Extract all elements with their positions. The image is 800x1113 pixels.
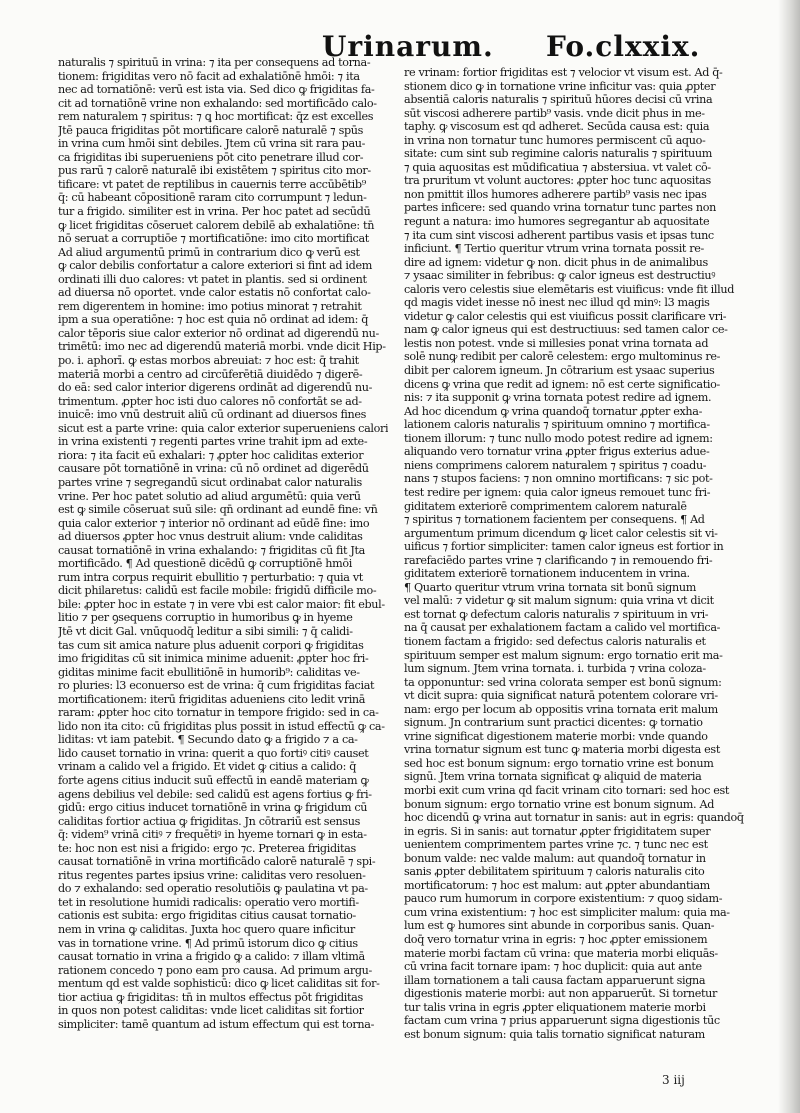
text-line: caliditas fortior actiua ꝙ frigiditas. Jn cōtrariū est sensus — [58, 814, 360, 828]
text-line: partes vrine ⁊ segregandū sicut ordinabat calor naturalis — [58, 475, 362, 489]
text-line: dire ad ignem: videtur ꝙ non. dicit phus in de animalibus — [404, 255, 708, 269]
text-line: tet in resolutione humidi radicalis: operatio vero mortifi- — [58, 895, 359, 909]
text-line: vt dicit supra: quia significat naturā potentem colorare vri- — [404, 689, 718, 703]
text-line: pus rarū ⁊ calorē naturalē ibi existētem ⁊ spiritus cito mor- — [58, 164, 371, 178]
text-line: tas cum sit amica nature plus aduenit corpori ꝙ frigiditas — [58, 638, 364, 652]
text-line: giditas minime facit ebullitiōnē in humorib⁹: caliditas ve- — [58, 665, 360, 679]
text-line: pauco rum humorum in corpore existentium: ⁊ quoꝯ sidam- — [404, 892, 723, 906]
text-line: uenientem comprimentem partes vrine ⁊c. ⁊ tunc nec est — [404, 838, 708, 852]
text-line: lum signum. Jtem vrina tornata. i. turbida ⁊ vrina coloza- — [404, 662, 706, 676]
text-line: nō seruat a corruptiōe ⁊ mortificatiōne: imo cito mortificat — [58, 232, 369, 246]
text-line: sicut est a parte vrine: quia calor exterior superueniens calori — [58, 421, 388, 435]
text-line: lum est ꝙ humores sint abunde in corporibus sanis. Quan- — [404, 919, 715, 933]
text-line: nans ⁊ stupos faciens: ⁊ non omnino mortificans: ⁊ sic pot- — [404, 472, 713, 486]
text-line: spirituum semper est malum signum: ergo tornatio erit ma- — [404, 648, 723, 662]
text-line: materie morbi factam cū vrina: que materia morbi eliquās- — [404, 946, 718, 960]
text-line: uificus ⁊ fortior simpliciter: tamen calor igneus est fortior in — [404, 540, 724, 554]
text-line: ꝙ calor debilis confortatur a calore exteriori si fint ad idem — [58, 259, 372, 273]
text-line: q̄: cū habeant cōpositionē raram cito corrumpunt ⁊ ledun- — [58, 191, 367, 205]
page-edge-shadow — [778, 0, 800, 1113]
text-line: giditatem exteriorē tornationem inducentem in vrina. — [404, 567, 690, 581]
text-line: po. i. aphorī. ꝙ estas morbos abreuiat: ⁊ hoc est: q̄ trahit — [58, 354, 359, 368]
text-line: rationem concedo ⁊ pono eam pro causa. Ad primum argu- — [58, 963, 372, 977]
text-line: rem naturalem ⁊ spiritus: ⁊ ꝗ hoc mortificat: q̄z est excelles — [58, 110, 374, 124]
text-line: mortificatorum: ⁊ hoc est malum: aut ꝓpter abundantiam — [404, 878, 710, 892]
text-line: causat tornatiōnē in vrina mortificādo calorē naturalē ⁊ spi- — [58, 855, 376, 869]
text-line: nam: ergo per locum ab oppositis vrina tornata erit malum — [404, 702, 718, 716]
text-line: imo frigiditas cū sit inimica minime aduenit: ꝓpter hoc fri- — [58, 652, 369, 666]
text-line: solē nunꝙ redibit per calorē celestem: ergo multominus re- — [404, 350, 721, 364]
text-line: bile: ꝓpter hoc in estate ⁊ in vere vbi est calor maior: fit ebul- — [58, 597, 385, 611]
text-line: sed hoc est bonum signum: ergo tornatio vrine est bonum — [404, 756, 714, 770]
text-line: ordinati illi duo calores: vt patet in plantis. sed si ordinent — [58, 272, 367, 286]
text-line: tionem: frigiditas vero nō facit ad exhalatiōnē hmōi: ⁊ ita — [58, 69, 360, 83]
text-line: trimentum. ꝓpter hoc isti duo calores nō confortāt se ad- — [58, 394, 362, 408]
text-line: ad diuersos ꝓpter hoc vnus destruit alium: vnde caliditas — [58, 530, 363, 544]
text-line: tur talis vrina in egris ꝓpter eliquationem materie morbi — [404, 1000, 706, 1014]
text-line: lestis non potest. vnde si millesies ponat vrina tornata ad — [404, 336, 709, 350]
text-line: giditatem exteriorē comprimentem calorem naturalē — [404, 499, 687, 513]
text-line: sanis ꝓpter debilitatem spirituum ⁊ caloris naturalis cito — [404, 865, 705, 879]
text-line: naturalis ⁊ spirituū in vrina: ⁊ ita per consequens ad torna- — [58, 56, 371, 69]
text-line: gidū: ergo citius inducet tornatiōnē in vrina ꝙ frigidum cū — [58, 801, 368, 815]
text-line: ¶ Quarto queritur vtrum vrina tornata sit bonū signum — [404, 580, 696, 594]
text-line: tra pruritum vt volunt auctores: ꝓpter hoc tunc aquositas — [404, 174, 711, 188]
text-line: vrine significat digestionem materie morbi: vnde quando — [404, 729, 708, 743]
text-line: forte agens citius inducit suū effectū in eandē materiam ꝙ — [58, 773, 369, 787]
text-line: videtur ꝙ calor celestis qui est viuificus possit clarificare vri- — [404, 309, 727, 323]
text-line: taphy. ꝙ viscosum est qd adheret. Secūda causa est: quia — [404, 120, 710, 134]
text-line: tionem factam a frigido: sed defectus caloris naturalis et — [404, 634, 706, 648]
text-line: calor tēporis siue calor exterior nō ordinat ad digerendū nu- — [58, 326, 379, 340]
text-line: vrina tornatur signum est tunc ꝙ materia morbi digesta est — [404, 743, 720, 757]
text-line: illam tornationem a tali causa factam apparuerunt signa — [404, 973, 706, 987]
text-line: bonum signum: ergo tornatio vrine est bonum signum. Ad — [404, 797, 715, 811]
text-line: cū vrina facit tornare ipam: ⁊ hoc duplicit: quia aut ante — [404, 960, 702, 974]
text-line: mortificationem: iterū frigiditas adueniens cito ledit vrinā — [58, 692, 366, 706]
text-line: tior actiua ꝙ frigiditas: tn̄ in multos effectus pōt frigiditas — [58, 990, 363, 1004]
text-line: simpliciter: tamē quantum ad istum effectum qui est torna- — [58, 1017, 375, 1031]
text-line: Ad hoc dicendum ꝙ vrina quandoq̄ tornatur ꝓpter exha- — [404, 404, 703, 418]
text-line: do ⁊ exhalando: sed operatio resolutiōis ꝙ paulatina vt pa- — [58, 882, 368, 896]
text-line: liditas: vt iam patebit. ¶ Secundo dato ꝙ a frigido ⁊ a ca- — [58, 733, 358, 747]
text-line: ca frigiditas ibi superueniens pōt cito penetrare illud cor- — [58, 150, 364, 164]
text-line: ta opponuntur: sed vrina colorata semper est bonū signum: — [404, 675, 722, 689]
text-line: regunt a natura: imo humores segregantur ab aquositate — [404, 215, 710, 229]
text-line: tur a frigido. similiter est in vrina. Per hoc patet ad secūdū — [58, 205, 371, 219]
text-line: ⁊ ysaac similiter in febribus: ꝙ calor igneus est destructiuꝰ — [404, 269, 716, 283]
text-line: factam cum vrina ⁊ prius apparuerunt signa digestionis tūc — [404, 1014, 720, 1028]
text-line: est ꝙ simile cōseruat suū sile: qn̄ ordinant ad eundē fine: vn̄ — [58, 503, 378, 517]
text-line: quia calor exterior ⁊ interior nō ordinant ad eūdē fine: imo — [58, 516, 370, 530]
text-line: ipm a sua operatiōne: ⁊ hoc est quia nō ordinat ad idem: q̄ — [58, 313, 369, 327]
text-line: in vrina non tornatur tunc humores permiscent cū aquo- — [404, 133, 706, 147]
text-line: riora: ⁊ ita facit eū exhalari: ⁊ ꝓpter hoc caliditas exterior — [58, 448, 364, 462]
text-line: rem digerentem in homine: imo potius minorat ⁊ retrahit — [58, 299, 362, 313]
text-line: est bonum signum: quia talis tornatio significat naturam — [404, 1027, 705, 1041]
text-line: aliquando vero tornatur vrina ꝓpter frigus exterius adue- — [404, 445, 710, 459]
text-line: ad diuersa nō oportet. vnde calor estatis nō confortat calo- — [58, 286, 371, 300]
text-line: signum. Jn contrarium sunt practici dicentes: ꝙ tornatio — [404, 716, 703, 730]
folio-number: Fo.clxxix. — [546, 30, 701, 63]
text-line: vel malū: ⁊ videtur ꝙ sit malum signum: quia vrina vt dicit — [404, 594, 714, 608]
text-line: tionem illorum: ⁊ tunc nullo modo potest redire ad ignem: — [404, 431, 713, 445]
text-line: Ad aliud argumentū primū in contrarium dico ꝙ verū est — [58, 245, 360, 259]
text-line: qd magis videt inesse nō inest nec illud qd minꝰ: l3 magis — [404, 296, 710, 310]
text-line: test redire per ignem: quia calor igneus remouet tunc fri- — [404, 485, 711, 499]
text-line: ꝙ licet frigiditas cōseruet calorem debilē ab exhalatiōne: tn̄ — [58, 218, 375, 232]
text-line: mortificādo. ¶ Ad questionē dicēdū ꝙ corruptiōnē hmōi — [58, 557, 352, 571]
text-line: re vrinam: fortior frigiditas est ⁊ velocior vt visum est. Ad q̄- — [404, 66, 723, 79]
text-line: vrine. Per hoc patet solutio ad aliud argumētū: quia verū — [58, 489, 361, 503]
text-line: stionem dico ꝙ in tornatione vrine inficitur vas: quia ꝓpter — [404, 79, 716, 93]
text-line: causat tornatio in vrina a frigido ꝙ a calido: ⁊ illam vltimā — [58, 950, 365, 964]
text-line: digestionis materie morbi: aut non apparuerūt. Si tornetur — [404, 987, 717, 1001]
text-line: raram: ꝓpter hoc cito tornatur in tempore frigido: sed in ca- — [58, 706, 379, 720]
text-line: causat tornatiōnē in vrina exhalando: ⁊ frigiditas cū fit Jta — [58, 543, 365, 557]
text-line: Jtē pauca frigiditas pōt mortificare calorē naturalē ⁊ spūs — [58, 123, 364, 137]
text-line: rarefaciēdo partes vrine ⁊ clarificando ⁊ in remouendo fri- — [404, 553, 713, 567]
text-line: q̄: videm⁹ vrinā citiꝰ ⁊ frequētiꝰ in hyeme tornari ꝙ in esta- — [58, 828, 367, 842]
text-line: nam ꝙ calor igneus qui est destructiuus: sed tamen calor ce- — [404, 323, 728, 337]
text-line: nec ad tornatiōnē: verū est ista via. Sed dico ꝙ frigiditas fa- — [58, 83, 375, 97]
text-line: agens debilius vel debile: sed calidū est agens fortius ꝙ fri- — [58, 787, 372, 801]
text-line: est tornat ꝙ defectum caloris naturalis ⁊ spirituum in vri- — [404, 607, 709, 621]
signature-mark: 3 iij — [662, 1073, 685, 1087]
text-line: bonum valde: nec valde malum: aut quandoq̄ tornatur in — [404, 851, 706, 865]
text-line: ro pluries: l3 econuerso est de vrina: q̄ cum frigiditas faciat — [58, 679, 375, 693]
text-line: sitate: cum sint sub regimine caloris naturalis ⁊ spirituum — [404, 147, 712, 161]
text-line: in vrina cum hmōi sint debiles. Jtem cū vrina sit rara pau- — [58, 137, 366, 151]
text-line: inuicē: imo vnū destruit aliū cū ordinant ad diuersos fines — [58, 408, 367, 422]
text-line: litio ⁊ per ꝯsequens corruptio in humoribus ꝙ in hyeme — [58, 611, 353, 625]
text-line: dibit per calorem igneum. Jn cōtrarium est ysaac superius — [404, 364, 715, 378]
text-line: trimētū: imo nec ad digerendū materiā morbi. vnde dicit Hip- — [58, 340, 386, 354]
right-text-column — [404, 66, 749, 1041]
text-line: ⁊ quia aquositas est mūdificatiua ⁊ abstersiua. vt valet cō- — [404, 160, 711, 174]
text-line: te: hoc non est nisi a frigido: ergo ⁊c. Preterea frigiditas — [58, 841, 356, 855]
text-line: do eā: sed calor interior digerens ordināt ad digerendū nu- — [58, 381, 373, 395]
text-line: Jtē vt dicit Gal. vnūquodq̄ leditur a sibi simili: ⁊ q̄ calidi- — [58, 624, 353, 638]
text-line: in quos non potest caliditas: vnde licet caliditas sit fortior — [58, 1004, 364, 1018]
running-title: Urinarum. — [322, 30, 494, 63]
text-line: mentum qd est valde sophisticū: dico ꝙ licet caliditas sit for- — [58, 977, 380, 991]
text-line: ⁊ ita cum sint viscosi adherent partibus vasis et ipsas tunc — [404, 228, 714, 242]
text-line: sūt viscosi adherere partib⁹ vasis. vnde dicit phus in me- — [404, 106, 705, 120]
text-line: rum intra corpus requirit ebullitio ⁊ perturbatio: ⁊ quia vt — [58, 570, 363, 584]
text-line: vas in tornatione vrine. ¶ Ad primū istorum dico ꝙ citius — [58, 936, 358, 950]
text-line: partes inficere: sed quando vrina tornatur tunc partes non — [404, 201, 716, 215]
text-line: non pmittit illos humores adherere partib⁹ vasis nec ipas — [404, 187, 707, 201]
text-line: absentiā caloris naturalis ⁊ spirituū hūores decisi cū vrina — [404, 93, 713, 107]
text-line: inficiunt. ¶ Tertio queritur vtrum vrina tornata possit re- — [404, 242, 704, 256]
text-line: signū. Jtem vrina tornata significat ꝙ aliquid de materia — [404, 770, 702, 784]
text-line: lido non ita cito: cū frigiditas plus possit in istud effectū ꝙ ca- — [58, 719, 385, 733]
text-line: lationem caloris naturalis ⁊ spirituum omnino ⁊ mortifica- — [404, 418, 710, 432]
text-line: caloris vero celestis siue elemētaris est viuificus: vnde fit illud — [404, 282, 735, 296]
text-line: cit ad tornatiōnē vrine non exhalando: sed mortificādo calo- — [58, 96, 377, 110]
text-line: lido causet tornatio in vrina: querit a quo fortiꝰ citiꝰ causet — [58, 746, 369, 760]
text-line: causare pōt tornatiōnē in vrina: cū nō ordinet ad digerēdū — [58, 462, 369, 476]
text-line: na q̄ causat per exhalationem factam a calido vel mortifica- — [404, 621, 721, 635]
text-line: ⁊ spiritus ⁊ tornationem facientem per consequens. ¶ Ad — [404, 513, 705, 527]
text-line: niens comprimens calorem naturalem ⁊ spiritus ⁊ coadu- — [404, 458, 707, 472]
text-line: tificare: vt patet de reptilibus in cauernis terre accūbētib⁹ — [58, 177, 366, 191]
text-line: dicens ꝙ vrina que redit ad ignem: nō est certe significatio- — [404, 377, 720, 391]
text-line: in egris. Si in sanis: aut tornatur ꝓpter frigiditatem super — [404, 824, 711, 838]
text-line: dicit philaretus: calidū est facile mobile: frigidū difficile mo- — [58, 584, 377, 598]
text-line: materiā morbi a centro ad circūferētiā diuidēdo ⁊ digerē- — [58, 367, 363, 381]
text-line: vrinam a calido vel a frigido. Et videt ꝙ citius a calido: q̄ — [58, 760, 357, 774]
text-line: nem in vrina ꝙ caliditas. Juxta hoc quero quare inficitur — [58, 923, 355, 936]
text-line: cum vrina existentium: ⁊ hoc est simpliciter malum: quia ma- — [404, 905, 730, 919]
text-line: morbi exit cum vrina qd facit vrinam cito tornari: sed hoc est — [404, 783, 730, 797]
text-line: in vrina existenti ⁊ regenti partes vrine trahit ipm ad exte- — [58, 435, 368, 449]
left-text-column — [58, 56, 388, 1031]
text-line: cationis est subita: ergo frigiditas citius causat tornatio- — [58, 909, 356, 923]
text-line: ritus regentes partes ipsius vrine: caliditas vero resoluen- — [58, 868, 366, 882]
text-line: doq̄ vero tornatur vrina in egris: ⁊ hoc ꝓpter emissionem — [404, 933, 708, 946]
text-line: argumentum primum dicendum ꝙ licet calor celestis sit vi- — [404, 526, 718, 540]
text-line: nis: ⁊ ita supponit ꝙ vrina tornata potest redire ad ignem. — [404, 391, 712, 405]
text-line: hoc dicendū ꝙ vrina aut tornatur in sanis: aut in egris: quandoq̄ — [404, 811, 744, 825]
